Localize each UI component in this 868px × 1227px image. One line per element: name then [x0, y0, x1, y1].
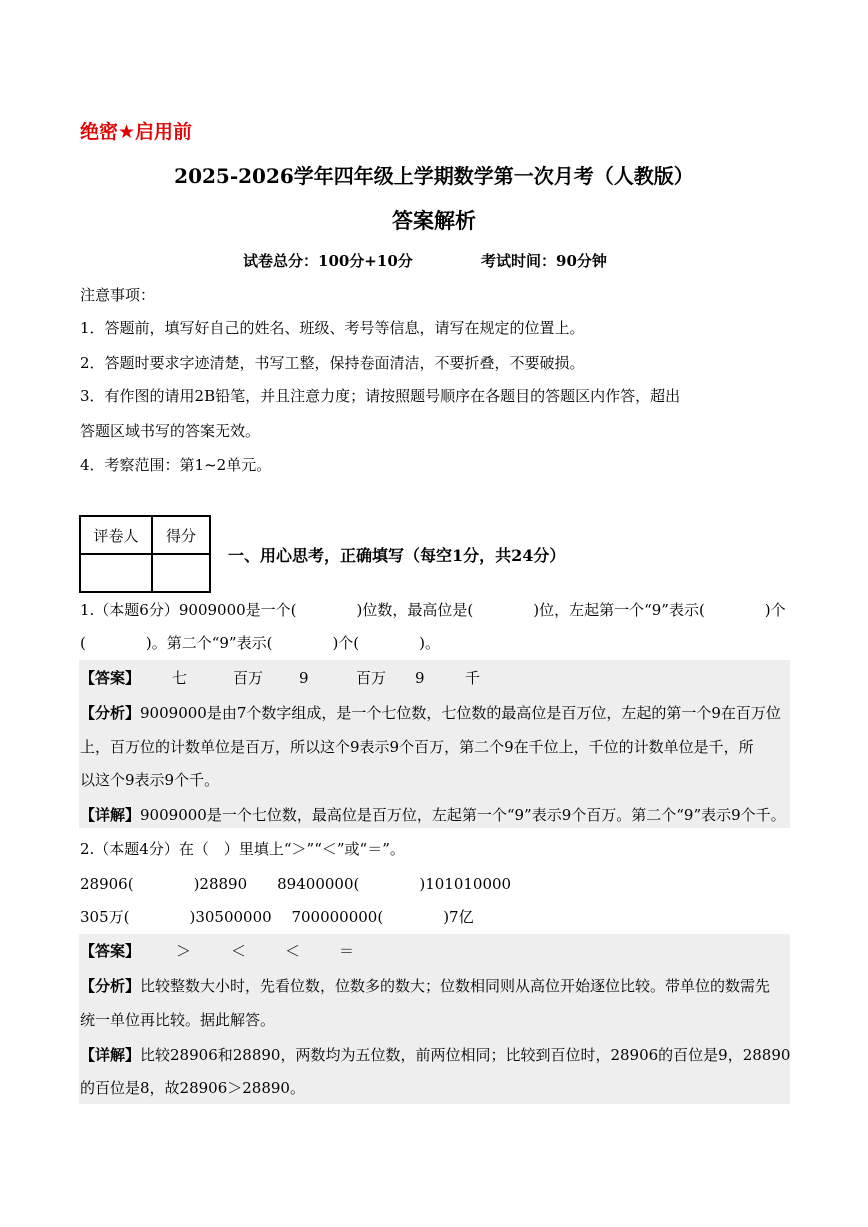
answer-value: 千 [465, 669, 481, 687]
score-cell [152, 554, 210, 592]
analysis-text: 以这个9表示9个千。 [80, 771, 220, 789]
question-1-line: 1.（本题6分）9009000是一个( )位数，最高位是( )位，左起第一个“9”表示( )个 [80, 601, 786, 619]
answer-value: 9 [415, 669, 425, 687]
detail-text: 9009000是一个七位数，最高位是百万位，左起第一个“9”表示9个百万。第二个“9”表示9个千。 [140, 806, 786, 824]
document-title: 2025-2026学年四年级上学期数学第一次月考（人教版） [174, 164, 694, 188]
answer-row-q1 [80, 668, 480, 688]
notice-item: 答题区域书写的答案无效。 [80, 422, 261, 440]
answer-value: ＝ [339, 942, 355, 960]
analysis-q1 [80, 703, 781, 723]
document-subtitle: 答案解析 [392, 208, 476, 233]
notice-item: 1．答题前，填写好自己的姓名、班级、考号等信息，请写在规定的位置上。 [80, 319, 585, 337]
notice-item: 3．有作图的请用2B铅笔，并且注意力度；请按照题号顺序在各题目的答题区内作答，超出 [80, 387, 681, 405]
detail-label: 【详解】 [80, 806, 141, 824]
score-table [79, 515, 211, 593]
notice-heading: 注意事项： [80, 286, 156, 304]
analysis-text: 上，百万位的计数单位是百万，所以这个9表示9个百万，第二个9在千位上，千位的计数单位是千，所 [80, 738, 754, 756]
section-title: 一、用心思考，正确填写（每空1分，共24分） [228, 546, 566, 565]
analysis-text: 统一单位再比较。据此解答。 [80, 1011, 276, 1029]
answer-value: ＜ [285, 942, 301, 960]
answer-value: 百万 [356, 669, 387, 687]
grader-cell [80, 554, 152, 592]
detail-q2 [80, 1045, 790, 1065]
notice-item: 4．考察范围：第1~2单元。 [80, 456, 272, 474]
answer-label: 【答案】 [80, 942, 141, 960]
confidential-label: 绝密★启用前 [80, 121, 193, 143]
detail-label: 【详解】 [80, 1046, 141, 1064]
detail-text: 比较28906和28890，两数均为五位数，前两位相同；比较到百位时，28906的百位是9，28890 [140, 1046, 791, 1064]
answer-value: ＜ [231, 942, 247, 960]
detail-text: 的百位是8，故28906＞28890。 [80, 1079, 305, 1097]
question-2-line: 2.（本题4分）在（ ）里填上“＞”“＜”或“＝”。 [80, 840, 405, 858]
question-1-line: ( )。第二个“9”表示( )个( )。 [80, 634, 440, 652]
detail-q1 [80, 805, 786, 825]
answer-label: 【答案】 [80, 669, 141, 687]
analysis-label: 【分析】 [80, 977, 141, 995]
answer-value: 百万 [233, 669, 264, 687]
analysis-text: 9009000是由7个数字组成，是一个七位数，七位数的最高位是百万位，左起的第一个9在百万位 [140, 704, 781, 722]
analysis-text: 比较整数大小时，先看位数，位数多的数大；位数相同则从高位开始逐位比较。带单位的数需先 [140, 977, 771, 995]
analysis-label: 【分析】 [80, 704, 141, 722]
answer-value: ＞ [176, 942, 192, 960]
notice-item: 2．答题时要求字迹清楚，书写工整，保持卷面清洁，不要折叠，不要破损。 [80, 354, 585, 372]
score-header: 得分 [152, 516, 210, 554]
grader-header: 评卷人 [80, 516, 152, 554]
total-score: 试卷总分：100分+10分 [243, 252, 413, 270]
answer-row-q2 [80, 941, 354, 961]
answer-value: 七 [172, 669, 188, 687]
answer-value: 9 [299, 669, 309, 687]
question-2-line: 28906( )28890 89400000( )101010000 [80, 875, 512, 893]
analysis-q2 [80, 976, 770, 996]
exam-time: 考试时间：90分钟 [481, 252, 607, 270]
question-2-line: 305万( )30500000 700000000( )7亿 [80, 908, 474, 926]
